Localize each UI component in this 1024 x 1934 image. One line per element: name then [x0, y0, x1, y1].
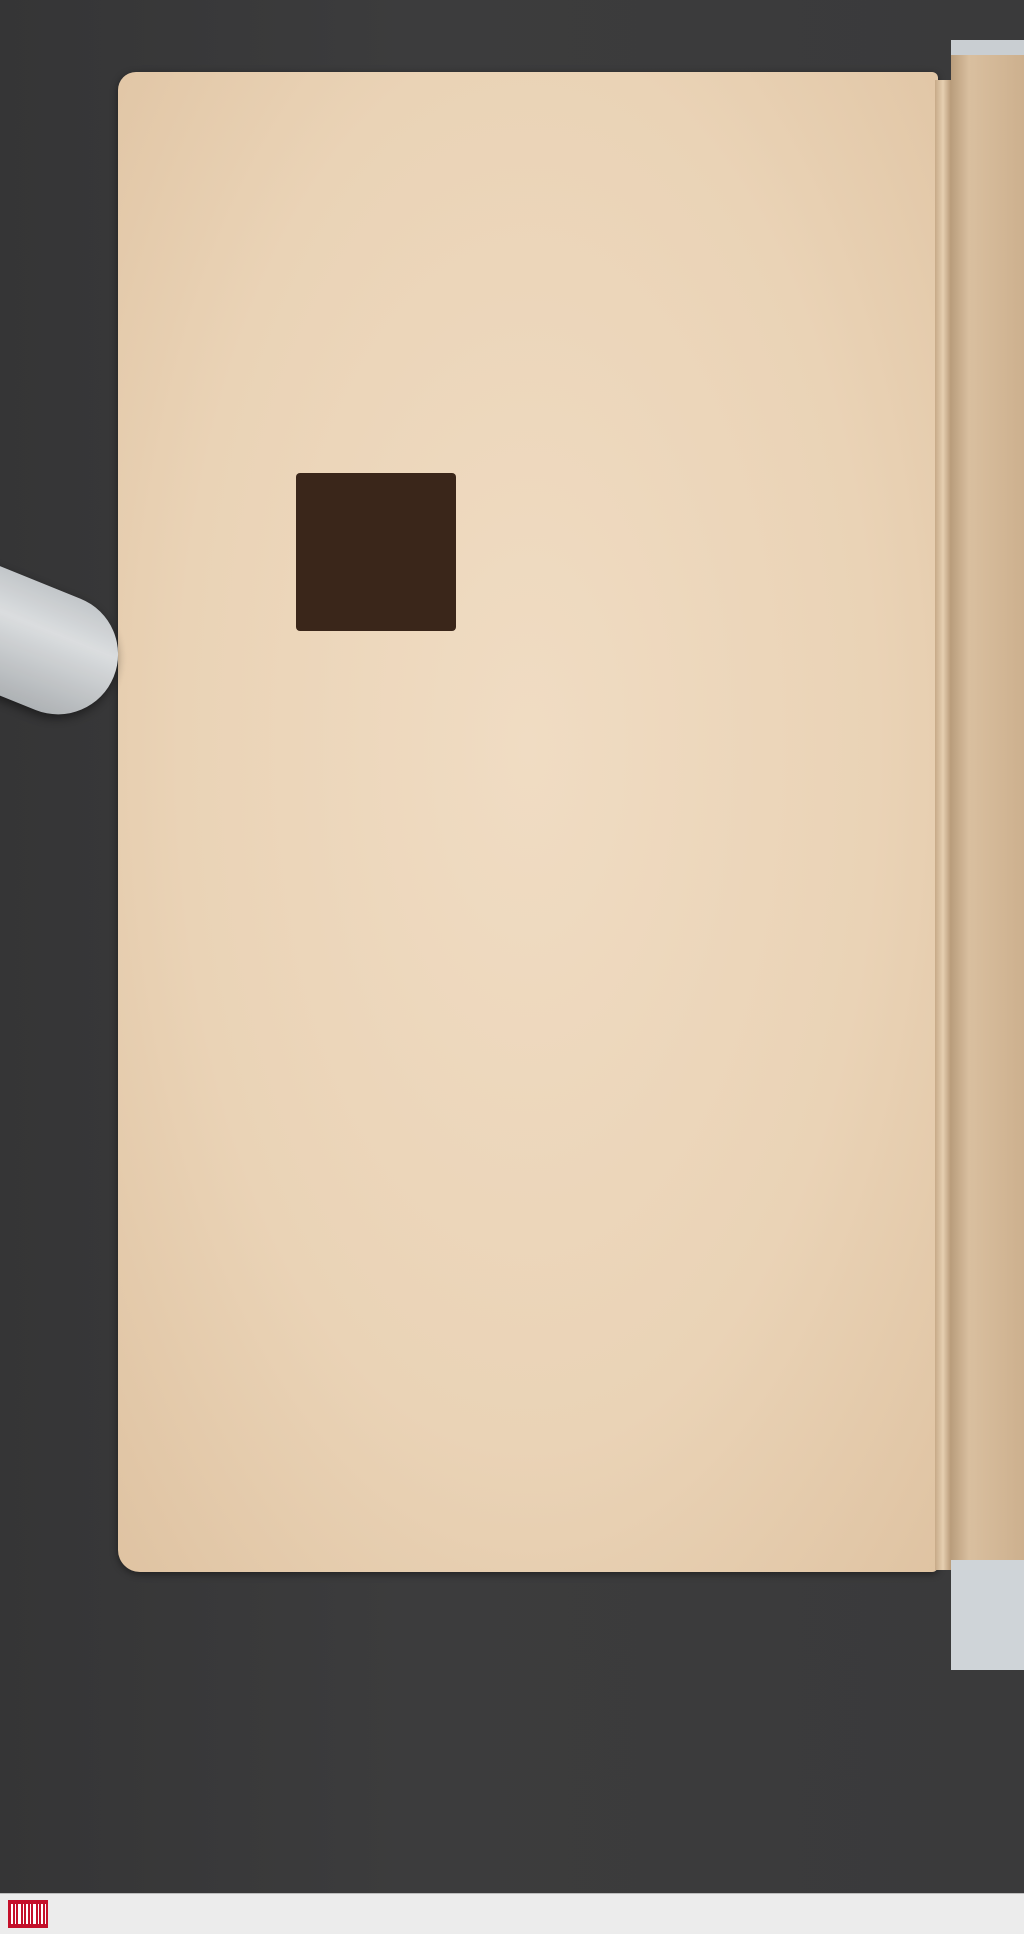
page-gutter-edge — [935, 80, 951, 1570]
decorated-initial — [296, 473, 456, 631]
barcode-icon — [8, 1900, 48, 1928]
facing-page-binding-bottom — [951, 1560, 1024, 1670]
viewer-footer — [0, 1893, 1024, 1934]
facing-page — [951, 55, 1024, 1605]
book-page — [118, 72, 938, 1572]
printers-ornament-band — [296, 155, 938, 295]
